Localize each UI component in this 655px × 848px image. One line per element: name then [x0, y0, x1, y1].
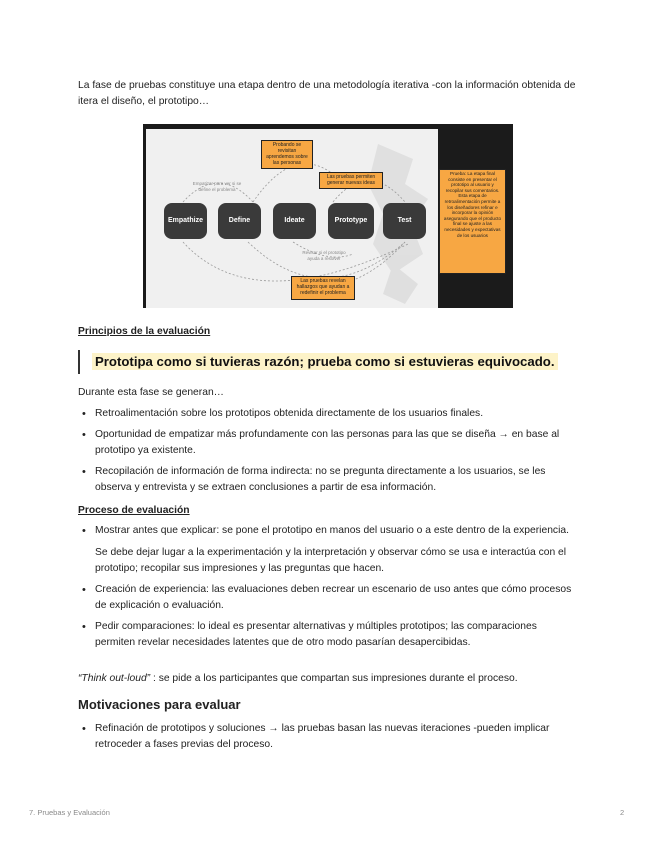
list-item: • Oportunidad de empatizar más profundamente con las personas para las que se diseña → en base al prototipo ya existente. [78, 427, 578, 459]
list-item: • Creación de experiencia: las evaluaciones deben recrear un escenario de uso antes que cómo procesos de explicación o evaluación. [78, 582, 578, 614]
principles-quote-text: Prototipa como si tuvieras razón; prueba como si estuvieras equivocado. [92, 353, 558, 370]
principles-quote [78, 350, 560, 374]
footer-page-number: 2 [620, 808, 625, 817]
footer-section-title: 7. Pruebas y Evaluación [29, 808, 110, 817]
motivations-heading: Motivaciones para evaluar [78, 697, 241, 712]
intro-paragraph: La fase de pruebas constituye una etapa dentro de una metodología iterativa -con la información obtenida de itera el diseño, el prototipo… [78, 80, 576, 107]
stage-define: Define [218, 203, 261, 239]
stage-empathize: Empathize [164, 203, 207, 239]
list-item: • Retroalimentación sobre los prototipos obtenida directamente de los usuarios finales. [78, 406, 578, 422]
list-item [78, 523, 578, 577]
stage-test: Test [383, 203, 426, 239]
label-left: Empatizar para ver si se define el problema [192, 181, 242, 192]
principles-lead: Durante esta fase se generan… [78, 387, 224, 398]
motivations-list [78, 721, 578, 758]
process-item-subtext: Se debe dejar lugar a la experimentación y la interpretación y observar cómo se usa e interactúa con el prototipo; recopilar sus impresiones y las preguntas que hacen. [95, 547, 567, 574]
list-item: • Recopilación de información de forma indirecta: no se pregunta directamente a los usuarios, se les observa y entrevista y se extraen conclusiones a partir de esa información. [78, 464, 578, 496]
process-item-text: • Mostrar antes que explicar: se pone el prototipo en manos del usuario o a este dentro de la experiencia. [95, 525, 569, 536]
process-list [78, 523, 578, 656]
think-out-loud-text: : se pide a los participantes que compartan sus impresiones durante el proceso. [150, 673, 518, 684]
label-center: Revisar si el prototipo ayuda a resolver [302, 250, 346, 261]
stage-ideate: Ideate [273, 203, 316, 239]
list-item: • Pedir comparaciones: lo ideal es presentar alternativas y múltiples prototipos; las comparaciones permiten revelar necesidades latentes que de otro modo pasarían desapercibidas. [78, 619, 578, 651]
think-out-loud [78, 671, 578, 687]
note-right: Prueba: La etapa final consiste en presentar el prototipo al usuario y recopilar sus comentarios. Esta etapa de retroalimentación permite a los diseñadores refinar e incorporar la opinión asegurando que el producto final se ajuste a las necesidades y expectativas de los usuarios [439, 169, 506, 274]
stage-prototype: Prototype [328, 203, 374, 239]
note-mid: Las pruebas permiten generar nuevas ideas [319, 172, 383, 189]
note-bottom: Las pruebas revelan hallazgos que ayudan a redefinir el problema [291, 276, 355, 300]
design-thinking-figure [143, 124, 513, 308]
principles-heading: Principios de la evaluación [78, 326, 211, 337]
principles-list [78, 406, 578, 501]
note-top: Probando se revisitan aprendemos sobre las personas [261, 140, 313, 169]
process-heading: Proceso de evaluación [78, 505, 190, 516]
list-item: • Refinación de prototipos y soluciones → las pruebas basan las nuevas iteraciones -pueden implicar retroceder a fases previas del proceso. [78, 721, 578, 753]
think-out-loud-label: “Think out-loud” [78, 673, 151, 684]
